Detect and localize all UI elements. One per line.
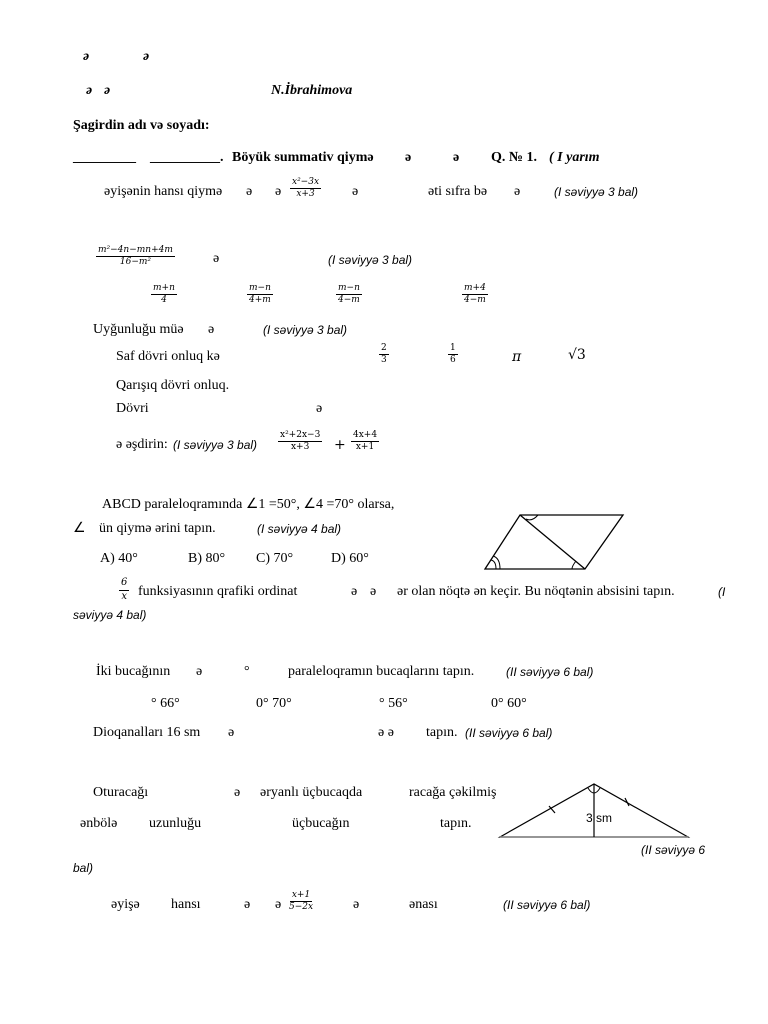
q3-char: ə — [316, 401, 323, 416]
q2-option-2: $\frac{m-n}{4+m}$ — [249, 283, 271, 306]
q8-text: tapın. — [426, 725, 458, 740]
q10-text: hansı — [171, 897, 201, 912]
title-char: ə — [405, 150, 412, 165]
q3-score-note: (I səviyyə 3 bal) — [263, 323, 348, 337]
q5-answer-c: C) 70° — [256, 551, 294, 566]
student-name-label: Şagirdin adı və soyadı: — [73, 118, 210, 133]
question-number: Q. № 1. — [491, 150, 537, 165]
q10-text: ənası — [409, 897, 438, 912]
q1-score-note: (I səviyyə 3 bal) — [554, 185, 639, 199]
title-char: ə — [453, 150, 460, 165]
q9-text: tapın. — [440, 816, 472, 831]
q2-option-3: $\frac{m-n}{4-m}$ — [338, 283, 360, 306]
q2-char: ə — [213, 251, 220, 266]
q9-char: ə — [234, 785, 241, 800]
header-char: ə — [104, 83, 111, 98]
q5-angle-symbol: ∠ — [73, 521, 86, 536]
q3-row-2: Qarışıq dövri onluq. — [116, 378, 230, 393]
q5-text: ABCD paraleloqramında ∠1 =50°, ∠4 =70° olarsa, — [102, 497, 395, 512]
q6-score-note: (I — [718, 585, 726, 599]
q6-fraction: $\frac{6}{x}$ — [121, 577, 128, 602]
q1-text: əyişənin hansı qiymə — [104, 184, 223, 199]
q10-fraction: $\frac{x+1}{5-2x}$ — [289, 890, 314, 913]
q9-score-note: bal) — [73, 861, 94, 875]
q3-option-b: $\frac{1}{6}$ — [450, 343, 456, 366]
q3-char: ə — [208, 322, 215, 337]
q8-text: Dioqanalları 16 sm — [93, 725, 201, 740]
q6-text: funksiyasının qrafiki ordinat — [138, 584, 298, 599]
q1-text: əti sıfra bə — [428, 184, 488, 199]
q9-text: ənbölə — [80, 816, 118, 831]
q6-score-note: səviyyə 4 bal) — [73, 608, 147, 622]
q1-char: ə — [275, 184, 282, 199]
q4-text: ə əşdirin: — [116, 437, 168, 452]
q10-char: ə — [353, 897, 360, 912]
q2-fraction: $\frac{\text{m²−4n−mn+4m}}{\text{16−m²}}$ — [98, 245, 173, 268]
parallelogram-figure — [480, 508, 630, 572]
q8-char: ə — [228, 725, 235, 740]
q7-answer-c: ° 56° — [379, 696, 408, 711]
q6-char: ə — [370, 584, 377, 599]
header-char: ə — [86, 83, 93, 98]
q3-row-3: Dövri — [116, 401, 149, 416]
q9-text: uzunluğu — [149, 816, 202, 831]
q8-score-note: (II səviyyə 6 bal) — [465, 726, 553, 740]
q5-answer-a: A) 40° — [100, 551, 138, 566]
q3-option-d: √3 — [568, 347, 586, 363]
q7-degree: ° — [244, 664, 250, 679]
q5-answer-d: D) 60° — [331, 551, 369, 566]
q9-text: üçbucağın — [292, 816, 350, 831]
q7-answer-b: 0° 70° — [256, 696, 292, 711]
q7-text: paraleloqramın bucaqlarını tapın. — [288, 664, 475, 679]
q7-answer-a: ° 66° — [151, 696, 180, 711]
q9-score-note: (II səviyyə 6 — [641, 843, 706, 857]
q6-text: ər olan nöqtə ən keçir. Bu nöqtənin absisini tapın. — [397, 584, 675, 599]
q1-char: ə — [514, 184, 521, 199]
half-year-label: ( I yarım — [549, 150, 600, 165]
name-blank: _________ — [73, 150, 136, 165]
q7-score-note: (II səviyyə 6 bal) — [506, 665, 594, 679]
q5-answer-b: B) 80° — [188, 551, 226, 566]
q4-fraction-1: $\frac{\text{x²+2x−3}}{x+3}$ — [280, 430, 321, 453]
q4-fraction-2: $\frac{4x+4}{x+1}$ — [353, 430, 378, 453]
q3-option-a: $\frac{2}{3}$ — [381, 343, 387, 366]
surname-blank: __________. — [150, 150, 224, 165]
q10-char: ə — [275, 897, 282, 912]
q9-text: əryanlı üçbucaqda — [260, 785, 363, 800]
header-char: ə — [83, 49, 90, 64]
q8-char: ə ə — [378, 725, 394, 740]
q3-text: Uyğunluğu müə — [93, 322, 184, 337]
q4-plus: + — [334, 437, 346, 453]
q10-score-note: (II səviyyə 6 bal) — [503, 898, 591, 912]
q1-fraction: $\frac{\text{x²−3x}}{x+3}$ — [292, 177, 320, 200]
q3-option-c: π — [512, 349, 522, 365]
q7-char: ə — [196, 664, 203, 679]
q5-text: ün qiymə ərini tapın. — [99, 521, 216, 536]
q7-answer-d: 0° 60° — [491, 696, 527, 711]
q2-option-4: $\frac{m+4}{4-m}$ — [464, 283, 486, 306]
triangle-height-label: 3 sm — [586, 811, 613, 825]
q4-score-note: (I səviyyə 3 bal) — [173, 438, 258, 452]
q2-option-1: $\frac{m+n}{4}$ — [153, 283, 175, 306]
q2-score-note: (I səviyyə 3 bal) — [328, 253, 413, 267]
author-name: N.İbrahimova — [271, 83, 353, 98]
q6-char: ə — [351, 584, 358, 599]
q10-text: əyişə — [111, 897, 140, 912]
q1-char: ə — [352, 184, 359, 199]
q1-char: ə — [246, 184, 253, 199]
q3-row-1: Saf dövri onluq kə — [116, 349, 220, 364]
q10-char: ə — [244, 897, 251, 912]
exam-title: Böyük summativ qiymə — [232, 150, 374, 165]
q9-text: racağa çəkilmiş — [409, 785, 497, 800]
q9-text: Oturacağı — [93, 785, 149, 800]
q5-score-note: (I səviyyə 4 bal) — [257, 522, 342, 536]
header-char: ə — [143, 49, 150, 64]
q7-text: İki bucağının — [96, 664, 171, 679]
